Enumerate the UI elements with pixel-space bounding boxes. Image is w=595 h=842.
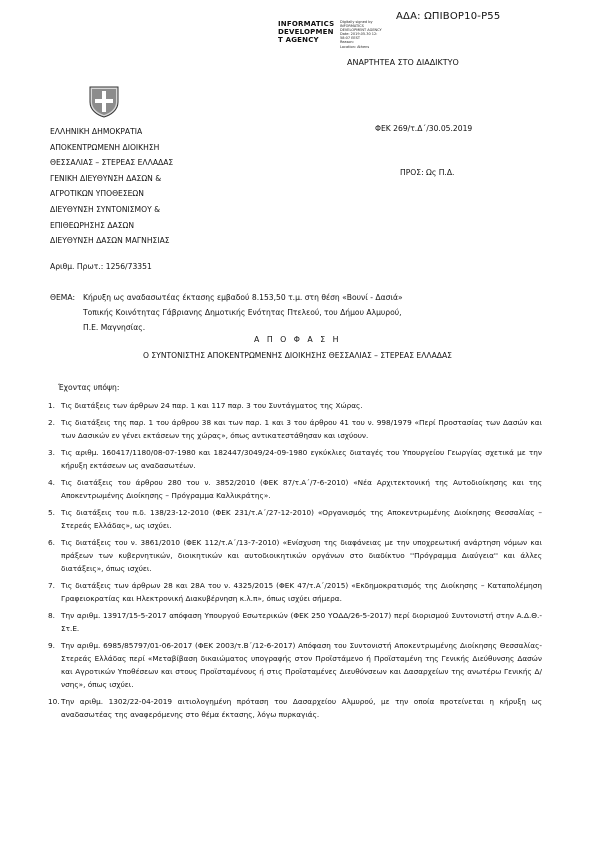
item-text: Τις διατάξεις του άρθρου 280 του ν. 3852/2010 (ΦΕΚ 87/τ.Α΄/7-6-2010) «Νέα Αρχιτεκτονική της Αυτοδιοίκησης και της Αποκεντρωμένης Διοίκησης – Πρόγραμμα Καλλικράτης». <box>61 478 542 500</box>
authority-line: ΑΠΟΚΕΝΤΡΩΜΕΝΗ ΔΙΟΙΚΗΣΗ <box>50 142 160 152</box>
list-item <box>48 506 542 532</box>
logo-line: T AGENCY <box>278 36 319 44</box>
item-number: 5. <box>48 508 55 517</box>
signature-line: Digitally signed by <box>340 20 373 24</box>
item-text: Την αριθμ. 1302/22-04-2019 αιτιολογημένη πρόταση του Δασαρχείου Αλμυρού, με την οποία προτείνεται η κήρυξη ως αναδασωτέας της αναφερόμενης στο θέμα έκτασης, λόγω πυρκαγιάς. <box>61 697 542 719</box>
authority-line: ΔΙΕΥΘΥΝΣΗ ΣΥΝΤΟΝΙΣΜΟΥ & <box>50 204 161 214</box>
signature-line: 58:07 EEST <box>340 36 360 41</box>
item-text: Την αριθμ. 13917/15-5-2017 απόφαση Υπουργού Εσωτερικών (ΦΕΚ 250 ΥΟΔΔ/26-5-2017) περί διορισμού Συντονιστή στην Α.Δ.Θ.-Στ.Ε. <box>61 611 542 633</box>
item-number: 7. <box>48 581 55 590</box>
authority-line: ΘΕΣΣΑΛΙΑΣ – ΣΤΕΡΕΑΣ ΕΛΛΑΔΑΣ <box>50 158 174 168</box>
item-text: Τις αριθμ. 160417/1180/08-07-1980 και 182447/3049/24-09-1980 εγκύκλιες διαταγές του Υπουργείου Γεωργίας σχετικά με την κήρυξη εκτάσεων ως αναδασωτέων. <box>61 448 542 470</box>
list-item <box>48 639 542 691</box>
item-number: 1. <box>48 401 55 410</box>
list-item <box>48 579 542 605</box>
signature-line: DEVELOPMENT AGENCY <box>340 28 382 33</box>
signature-line: Location: Athens <box>340 44 370 49</box>
agency-logo-text <box>278 20 334 44</box>
item-number: 10. <box>48 697 60 706</box>
signature-line: INFORMATICS <box>340 24 364 29</box>
subject-line: Κήρυξη ως αναδασωτέας έκτασης εμβαδού 8.153,50 τ.μ. στη θέση «Βουνί - Δασιά» <box>83 293 403 302</box>
authority-line: ΕΠΙΘΕΩΡΗΣΗΣ ΔΑΣΩΝ <box>50 220 135 230</box>
greek-coat-of-arms-icon <box>86 82 122 118</box>
item-number: 2. <box>48 418 55 427</box>
item-number: 6. <box>48 538 55 547</box>
list-item <box>48 609 542 635</box>
item-text: Τις διατάξεις των άρθρων 28 και 28Α του ν. 4325/2015 (ΦΕΚ 47/τ.Α΄/2015) «Εκδημοκρατισμός της Διοίκησης – Καταπολέμηση Γραφειοκρατίας και Ηλεκτρονική Διακυβέρνηση κ.λ.π», όπως ισχύει σήμερα. <box>61 581 542 603</box>
considering-heading: Έχοντας υπόψη: <box>58 383 120 392</box>
signature-line: Date: 2019.05.30 12: <box>340 32 378 37</box>
item-number: 3. <box>48 448 55 457</box>
protocol-number: Αριθμ. Πρωτ.: 1256/73351 <box>50 262 152 271</box>
item-text: Την αριθμ. 6985/85797/01-06-2017 (ΦΕΚ 2003/τ.Β΄/12-6-2017) Απόφαση του Συντονιστή Αποκεντρωμένης Διοίκησης Θεσσαλίας-Στερεάς Ελλάδας περί «Μεταβίβαση δικαιώματος υπογραφής στον Προϊστάμενο ή Προϊσταμένη της Γενικής Διεύθυνσης Δασών και Αγροτικών Υποθέσεων και στους Προϊσταμένους ή στις Προϊσταμένες Διευθύνσεων και Δασαρχείων της ανωτέρω Γενικής Δ/νσης», όπως ισχύει. <box>61 641 542 689</box>
posting-note: ΑΝΑΡΤΗΤΕΑ ΣΤΟ ΔΙΑΔΙΚΤΥΟ <box>347 58 459 67</box>
subject-block <box>50 291 540 335</box>
list-item <box>48 536 542 575</box>
decision-title: Α Π Ο Φ Α Σ Η <box>254 335 341 344</box>
considerations-list <box>48 399 542 725</box>
authority-line: ΑΓΡΟΤΙΚΩΝ ΥΠΟΘΕΣΕΩΝ <box>50 189 144 199</box>
item-number: 4. <box>48 478 55 487</box>
item-text: Τις διατάξεις του ν. 3861/2010 (ΦΕΚ 112/τ.Α΄/13-7-2010) «Ενίσχυση της διαφάνειας με την υποχρεωτική ανάρτηση νόμων και πράξεων των κυβερνητικών, διοικητικών και αυτοδιοικητικών οργάνων στο διαδίκτυο ''Πρόγραμμα Διαύγεια'' και άλλες διατάξεις», όπως ισχύει. <box>61 538 542 573</box>
list-item <box>48 399 542 412</box>
list-item <box>48 416 542 442</box>
list-item <box>48 446 542 472</box>
digital-signature-block <box>340 20 382 49</box>
item-text: Τις διατάξεις των άρθρων 24 παρ. 1 και 117 παρ. 3 του Συντάγματος της Χώρας. <box>61 401 363 410</box>
signature-line: Reason: <box>340 40 354 45</box>
issuer-title: Ο ΣΥΝΤΟΝΙΣΤΗΣ ΑΠΟΚΕΝΤΡΩΜΕΝΗΣ ΔΙΟΙΚΗΣΗΣ ΘΕΣΣΑΛΙΑΣ – ΣΤΕΡΕΑΣ ΕΛΛΑΔΑΣ <box>143 351 452 360</box>
issuing-authority <box>50 124 173 249</box>
item-text: Τις διατάξεις της παρ. 1 του άρθρου 38 και των παρ. 1 και 3 του άρθρου 41 του ν. 998/1979 «Περί Προστασίας των Δασών και των Δασικών εν γένει εκτάσεων της χώρας», όπως αντικατεστάθησαν και ισχύουν. <box>61 418 542 440</box>
subject-line: Τοπικής Κοινότητας Γάβριανης Δημοτικής Ενότητας Πτελεού, του Δήμου Αλμυρού, <box>83 307 402 317</box>
list-item <box>48 695 542 721</box>
authority-line: ΕΛΛΗΝΙΚΗ ΔΗΜΟΚΡΑΤΙΑ <box>50 127 143 136</box>
ada-code: ΑΔΑ: ΩΠΙΒΟΡ10-Ρ55 <box>396 11 501 22</box>
recipient: ΠΡΟΣ: Ως Π.Δ. <box>400 168 455 177</box>
list-item <box>48 476 542 502</box>
authority-line: ΓΕΝΙΚΗ ΔΙΕΥΘΥΝΣΗ ΔΑΣΩΝ & <box>50 173 162 183</box>
authority-line: ΔΙΕΥΘΥΝΣΗ ΔΑΣΩΝ ΜΑΓΝΗΣΙΑΣ <box>50 236 170 246</box>
subject-line: Π.Ε. Μαγνησίας. <box>83 322 146 332</box>
item-number: 9. <box>48 641 55 650</box>
item-text: Τις διατάξεις του π.δ. 138/23-12-2010 (ΦΕΚ 231/τ.Α΄/27-12-2010) «Οργανισμός της Αποκεντρωμένης Διοίκησης Θεσσαλίας – Στερεάς Ελλάδας», ως ισχύει. <box>61 508 542 530</box>
fek-reference: ΦΕΚ 269/τ.Δ΄/30.05.2019 <box>375 124 473 133</box>
item-number: 8. <box>48 611 55 620</box>
logo-line: INFORMATICS <box>278 20 335 28</box>
logo-line: DEVELOPMEN <box>278 28 334 36</box>
subject-label: ΘΕΜΑ: <box>50 293 76 302</box>
